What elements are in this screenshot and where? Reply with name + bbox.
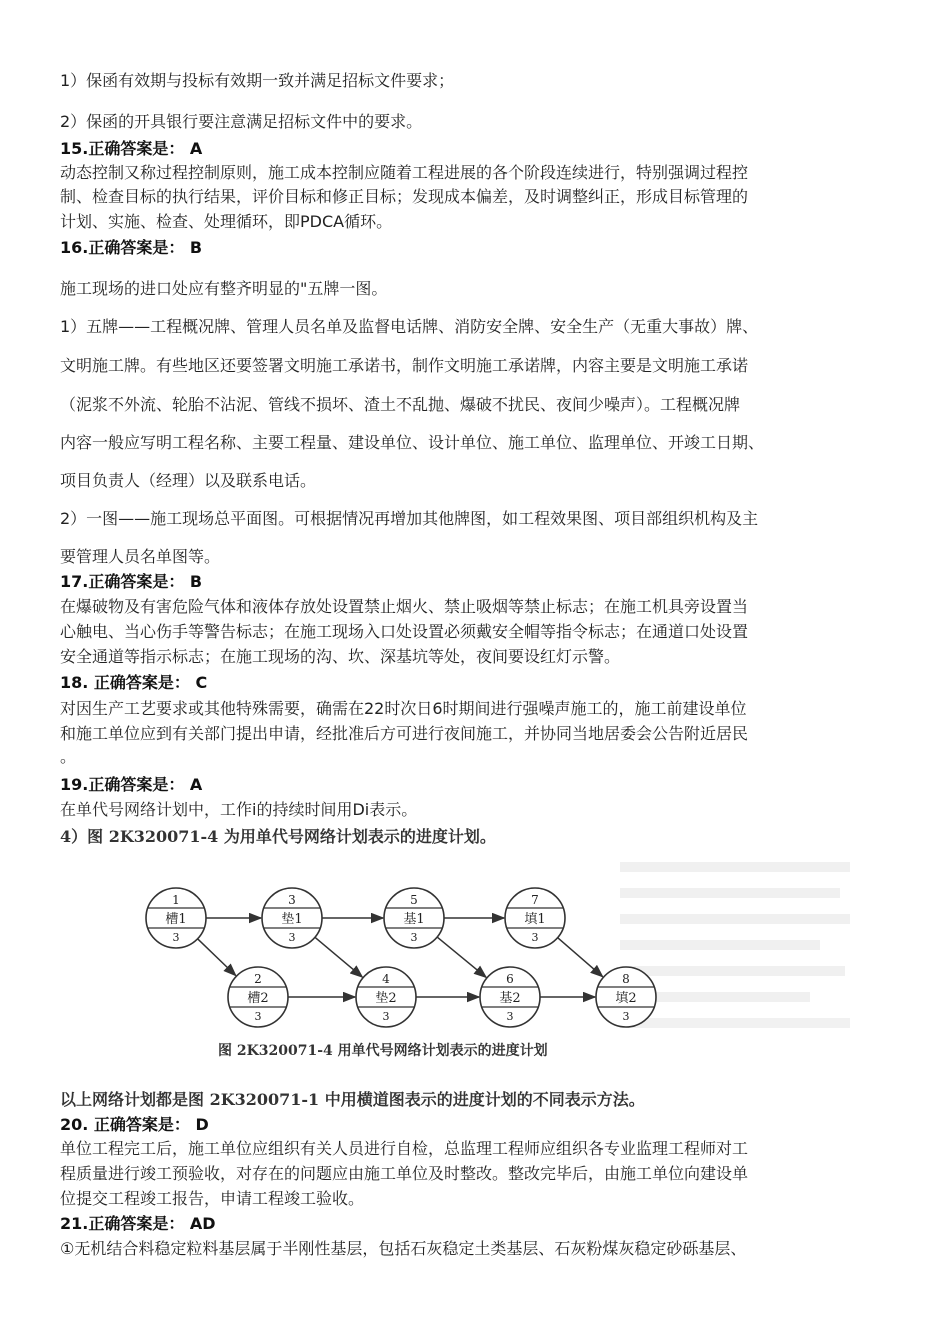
- text-line: 内容一般应写明工程名称、主要工程量、建设单位、设计单位、施工单位、监理单位、开竣工日期、: [60, 433, 765, 452]
- text-line: 2）保函的开具银行要注意满足招标文件中的要求。: [60, 112, 423, 131]
- node-duration: 3: [288, 931, 296, 944]
- text-line: 位提交工程竣工报告，申请工程竣工验收。: [60, 1189, 365, 1208]
- text-line: 1）保函有效期与投标有效期一致并满足招标文件要求；: [60, 71, 455, 90]
- network-node: [146, 888, 206, 948]
- text-line: 在单代号网络计划中，工作i的持续时间用Di表示。: [60, 800, 418, 819]
- node-duration: 3: [172, 931, 180, 944]
- node-id: 1: [172, 893, 180, 907]
- node-name: 槽2: [247, 991, 269, 1006]
- text-line: ①无机结合料稳定粒料基层属于半刚性基层，包括石灰稳定土类基层、石灰粉煤灰稳定砂砾基层、: [60, 1239, 747, 1258]
- node-duration: 3: [410, 931, 418, 944]
- text-line: 1）五牌——工程概况牌、管理人员名单及监督电话牌、消防安全牌、安全生产（无重大事故）牌、: [60, 317, 759, 336]
- node-id: 5: [410, 893, 418, 907]
- node-id: 8: [622, 972, 630, 986]
- answer-heading-19: 19.正确答案是： A: [60, 775, 203, 794]
- text-line: 安全通道等指示标志；在施工现场的沟、坎、深基坑等处，夜间要设红灯示警。: [60, 647, 621, 666]
- node-name: 垫1: [281, 912, 303, 927]
- arrow: [558, 938, 603, 977]
- network-node: [356, 967, 416, 1027]
- answer-heading-17: 17.正确答案是： B: [60, 572, 203, 591]
- answer-heading-20: 20. 正确答案是： D: [60, 1115, 209, 1134]
- node-duration: 3: [382, 1010, 390, 1023]
- node-id: 3: [288, 893, 296, 907]
- text-line: 对因生产工艺要求或其他特殊需要，确需在22时次日6时期间进行强噪声施工的，施工前建设单位: [60, 699, 747, 718]
- text-line: 计划、实施、检查、处理循环，即PDCA循环。: [60, 212, 393, 231]
- text-line: 项目负责人（经理）以及联系电话。: [60, 471, 317, 490]
- answer-heading-21: 21.正确答案是： AD: [60, 1214, 216, 1233]
- text-line: 单位工程完工后，施工单位应组织有关人员进行自检，总监理工程师应组织各专业监理工程师对工: [60, 1139, 749, 1158]
- arrow: [315, 937, 362, 977]
- node-duration: 3: [254, 1010, 262, 1023]
- node-duration: 3: [506, 1010, 514, 1023]
- network-node: [596, 967, 656, 1027]
- node-name: 填1: [524, 912, 546, 927]
- figure-intro: 4）图 2K320071-4 为用单代号网络计划表示的进度计划。: [60, 827, 496, 846]
- node-id: 2: [254, 972, 262, 986]
- text-line: 心触电、当心伤手等警告标志；在施工现场入口处设置必须戴安全帽等指令标志；在通道口处设置: [60, 622, 749, 641]
- text-line: 施工现场的进口处应有整齐明显的"五牌一图。: [60, 279, 388, 298]
- node-name: 填2: [615, 991, 637, 1006]
- network-node: [262, 888, 322, 948]
- network-node: [384, 888, 444, 948]
- text-line: 制、检查目标的执行结果，评价目标和修正目标；发现成本偏差，及时调整纠正，形成目标管理的: [60, 187, 749, 206]
- network-plan-figure: [60, 822, 860, 1112]
- network-node: [480, 967, 540, 1027]
- network-diagram: [60, 822, 860, 1112]
- network-node: [505, 888, 565, 948]
- text-line: （泥浆不外流、轮胎不沾泥、管线不损坏、渣土不乱抛、爆破不扰民、夜间少噪声）。工程概况牌: [60, 395, 741, 414]
- node-duration: 3: [531, 931, 539, 944]
- arrow: [437, 937, 486, 977]
- node-name: 槽1: [165, 912, 187, 927]
- node-name: 基1: [403, 912, 425, 927]
- text-line: 文明施工牌。有些地区还要签署文明施工承诺书，制作文明施工承诺牌，内容主要是文明施工承诺: [60, 356, 749, 375]
- node-duration: 3: [622, 1010, 630, 1023]
- answer-heading-18: 18. 正确答案是： C: [60, 673, 208, 692]
- node-id: 6: [506, 972, 514, 986]
- figure-caption: 图 2K320071-4 用单代号网络计划表示的进度计划: [218, 1043, 548, 1059]
- answer-heading-16: 16.正确答案是： B: [60, 238, 203, 257]
- node-id: 7: [531, 893, 539, 907]
- arrow: [198, 939, 236, 976]
- figure-note: 以上网络计划都是图 2K320071-1 中用横道图表示的进度计划的不同表示方法。: [60, 1090, 645, 1109]
- answer-heading-15: 15.正确答案是： A: [60, 139, 203, 158]
- text-line: 。: [60, 747, 77, 766]
- node-id: 4: [382, 972, 390, 986]
- text-line: 程质量进行竣工预验收，对存在的问题应由施工单位及时整改。整改完毕后，由施工单位向建设单: [60, 1164, 749, 1183]
- node-name: 垫2: [375, 991, 397, 1006]
- text-line: 在爆破物及有害危险气体和液体存放处设置禁止烟火、禁止吸烟等禁止标志；在施工机具旁设置当: [60, 597, 749, 616]
- text-line: 动态控制又称过程控制原则，施工成本控制应随着工程进展的各个阶段连续进行，特别强调过程控: [60, 163, 749, 182]
- text-line: 和施工单位应到有关部门提出申请，经批准后方可进行夜间施工，并协同当地居委会公告附近居民: [60, 724, 749, 743]
- text-line: 2）一图——施工现场总平面图。可根据情况再增加其他牌图，如工程效果图、项目部组织机构及主: [60, 509, 759, 528]
- network-node: [228, 967, 288, 1027]
- text-line: 要管理人员名单图等。: [60, 547, 221, 566]
- node-name: 基2: [499, 991, 521, 1006]
